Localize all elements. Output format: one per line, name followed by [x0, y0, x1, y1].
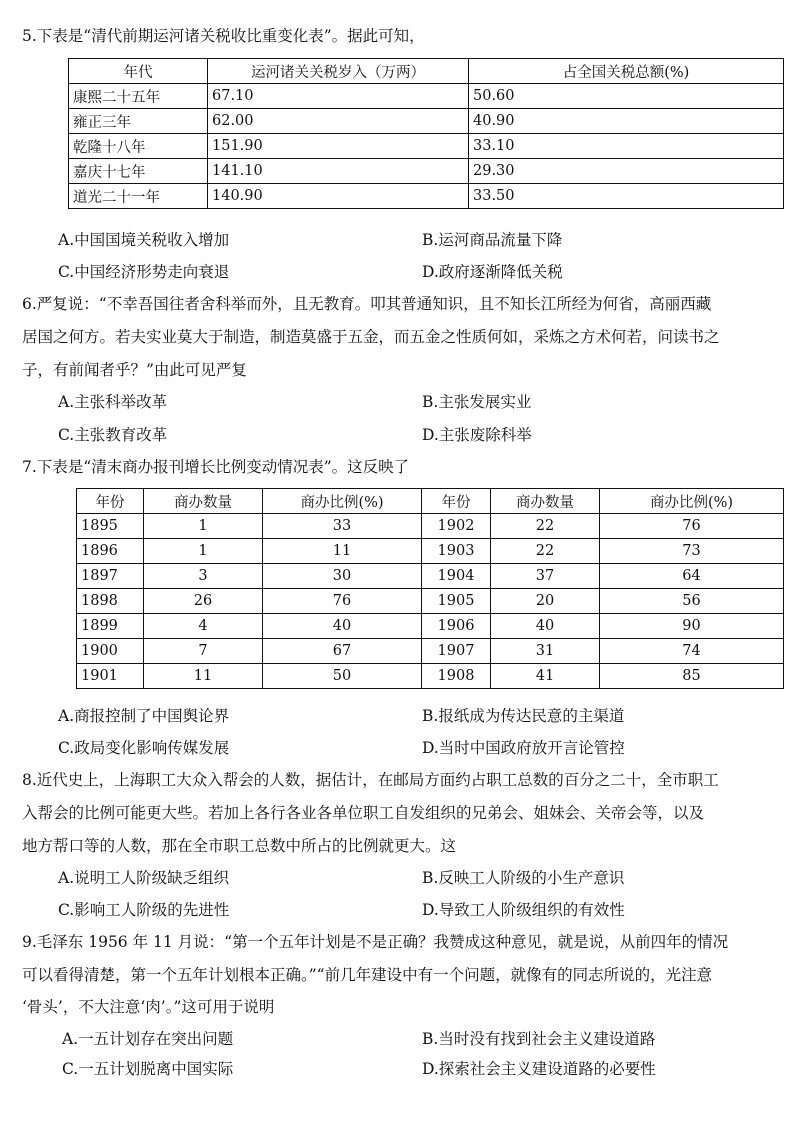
table-cell: 40 — [491, 614, 600, 639]
table-row — [77, 564, 784, 589]
q9-option-c[interactable]: C.一五计划脱离中国实际 — [62, 1060, 234, 1078]
table-cell: 31 — [491, 639, 600, 664]
table-header: 运河诸关关税岁入（万两） — [208, 59, 469, 84]
table-cell: 74 — [600, 639, 784, 664]
table-cell: 62.00 — [208, 109, 469, 134]
q5-stem: 5.下表是“清代前期运河诸关税收比重变化表”。据此可知， — [22, 27, 425, 45]
table-row — [69, 109, 784, 134]
table-header: 商办数量 — [144, 489, 263, 514]
table-cell: 3 — [144, 564, 263, 589]
table-cell: 1902 — [422, 514, 491, 539]
table-cell: 雍正三年 — [69, 109, 208, 134]
q6-option-c[interactable]: C.主张教育改革 — [58, 426, 168, 444]
table-header: 年份 — [422, 489, 491, 514]
table-cell: 1900 — [77, 639, 144, 664]
table-cell: 1897 — [77, 564, 144, 589]
table-header: 商办数量 — [491, 489, 600, 514]
table-cell: 1896 — [77, 539, 144, 564]
table-cell: 嘉庆十七年 — [69, 159, 208, 184]
table-header: 年份 — [77, 489, 144, 514]
q7-option-d[interactable]: D.当时中国政府放开言论管控 — [422, 739, 625, 757]
q9-option-a[interactable]: A.一五计划存在突出问题 — [62, 1030, 234, 1048]
table-cell: 141.10 — [208, 159, 469, 184]
table-cell: 41 — [491, 664, 600, 689]
table-cell: 33 — [263, 514, 422, 539]
q6-option-d[interactable]: D.主张废除科举 — [422, 426, 532, 444]
table-cell: 140.90 — [208, 184, 469, 209]
table-cell: 40.90 — [469, 109, 784, 134]
table-cell: 90 — [600, 614, 784, 639]
table-row — [69, 159, 784, 184]
table-cell: 50.60 — [469, 84, 784, 109]
q5-option-b[interactable]: B.运河商品流量下降 — [422, 231, 563, 249]
table-cell: 1895 — [77, 514, 144, 539]
table-cell: 1 — [144, 539, 263, 564]
table-cell: 1905 — [422, 589, 491, 614]
table-row — [77, 589, 784, 614]
table-cell: 33.10 — [469, 134, 784, 159]
table-cell: 37 — [491, 564, 600, 589]
q7-newspaper-table — [76, 488, 784, 689]
table-cell: 50 — [263, 664, 422, 689]
table-cell: 33.50 — [469, 184, 784, 209]
table-header: 商办比例(%) — [600, 489, 784, 514]
table-cell: 1904 — [422, 564, 491, 589]
table-row — [77, 514, 784, 539]
q9-stem-line-3: ‘骨头’，不大注意‘肉’。”这可用于说明 — [22, 998, 275, 1016]
table-cell: 67.10 — [208, 84, 469, 109]
table-cell: 56 — [600, 589, 784, 614]
table-header: 占全国关税总额(%) — [469, 59, 784, 84]
table-row — [77, 664, 784, 689]
q8-option-a[interactable]: A.说明工人阶级缺乏组织 — [58, 869, 230, 887]
table-cell: 22 — [491, 539, 600, 564]
q8-stem-line-1: 8.近代史上，上海职工大众入帮会的人数，据估计，在邮局方面约占职工总数的百分之二十，全市职工 — [22, 771, 719, 789]
q8-option-d[interactable]: D.导致工人阶级组织的有效性 — [422, 901, 625, 919]
table-row — [69, 134, 784, 159]
table-cell: 1906 — [422, 614, 491, 639]
table-cell: 64 — [600, 564, 784, 589]
q8-option-b[interactable]: B.反映工人阶级的小生产意识 — [422, 869, 625, 887]
q6-option-b[interactable]: B.主张发展实业 — [422, 393, 532, 411]
table-row — [77, 639, 784, 664]
table-cell: 4 — [144, 614, 263, 639]
table-header: 商办比例(%) — [263, 489, 422, 514]
q6-option-a[interactable]: A.主张科举改革 — [58, 393, 168, 411]
table-cell: 1901 — [77, 664, 144, 689]
table-cell: 40 — [263, 614, 422, 639]
table-cell: 76 — [600, 514, 784, 539]
table-cell: 151.90 — [208, 134, 469, 159]
q5-option-d[interactable]: D.政府逐渐降低关税 — [422, 263, 563, 281]
table-cell: 1899 — [77, 614, 144, 639]
table-cell: 7 — [144, 639, 263, 664]
table-cell: 26 — [144, 589, 263, 614]
q9-stem-line-2: 可以看得清楚，第一个五年计划根本正确。”“前几年建设中有一个问题，就像有的同志所说的，光注意 — [22, 966, 713, 984]
table-cell: 1903 — [422, 539, 491, 564]
table-cell: 康熙二十五年 — [69, 84, 208, 109]
q7-option-c[interactable]: C.政局变化影响传媒发展 — [58, 739, 230, 757]
q8-stem-line-2: 入帮会的比例可能更大些。若加上各行各业各单位职工自发组织的兄弟会、姐妹会、关帝会等，以及 — [22, 804, 705, 822]
q5-option-a[interactable]: A.中国国境关税收入增加 — [58, 231, 230, 249]
q9-stem-line-1: 9.毛泽东 1956 年 11 月说：“第一个五年计划是不是正确？我赞成这种意见，就是说，从前四年的情况 — [22, 933, 729, 951]
q7-option-a[interactable]: A.商报控制了中国舆论界 — [58, 707, 230, 725]
q8-option-c[interactable]: C.影响工人阶级的先进性 — [58, 901, 230, 919]
q9-option-b[interactable]: B.当时没有找到社会主义建设道路 — [422, 1030, 656, 1048]
table-cell: 22 — [491, 514, 600, 539]
q6-stem-line-1: 6.严复说：“不幸吾国往者舍科举而外，且无教育。叩其普通知识，且不知长江所经为何省，高丽西藏 — [22, 295, 712, 313]
table-cell: 道光二十一年 — [69, 184, 208, 209]
table-cell: 11 — [263, 539, 422, 564]
table-row — [77, 614, 784, 639]
table-row — [77, 539, 784, 564]
table-cell: 1908 — [422, 664, 491, 689]
table-cell: 1907 — [422, 639, 491, 664]
table-row — [69, 84, 784, 109]
q7-option-b[interactable]: B.报纸成为传达民意的主渠道 — [422, 707, 625, 725]
q5-tax-table — [68, 58, 784, 209]
table-cell: 76 — [263, 589, 422, 614]
table-cell: 20 — [491, 589, 600, 614]
table-cell: 73 — [600, 539, 784, 564]
table-row — [69, 184, 784, 209]
q8-stem-line-3: 地方帮口等的人数，那在全市职工总数中所占的比例就更大。这 — [22, 837, 457, 855]
q6-stem-line-3: 子，有前闻者乎？”由此可见严复 — [22, 361, 247, 379]
table-header-row — [69, 59, 784, 84]
table-cell: 11 — [144, 664, 263, 689]
q7-stem: 7.下表是“清末商办报刊增长比例变动情况表”。这反映了 — [22, 458, 410, 476]
table-header: 年代 — [69, 59, 208, 84]
q9-option-d[interactable]: D.探索社会主义建设道路的必要性 — [422, 1060, 656, 1078]
table-cell: 1 — [144, 514, 263, 539]
table-cell: 1898 — [77, 589, 144, 614]
table-cell: 乾隆十八年 — [69, 134, 208, 159]
q6-stem-line-2: 居国之何方。若夫实业莫大于制造，制造莫盛于五金，而五金之性质何如，采炼之方术何若，问读书之 — [22, 328, 720, 346]
table-header-row — [77, 489, 784, 514]
q5-option-c[interactable]: C.中国经济形势走向衰退 — [58, 263, 230, 281]
table-cell: 30 — [263, 564, 422, 589]
table-cell: 29.30 — [469, 159, 784, 184]
table-cell: 67 — [263, 639, 422, 664]
table-cell: 85 — [600, 664, 784, 689]
